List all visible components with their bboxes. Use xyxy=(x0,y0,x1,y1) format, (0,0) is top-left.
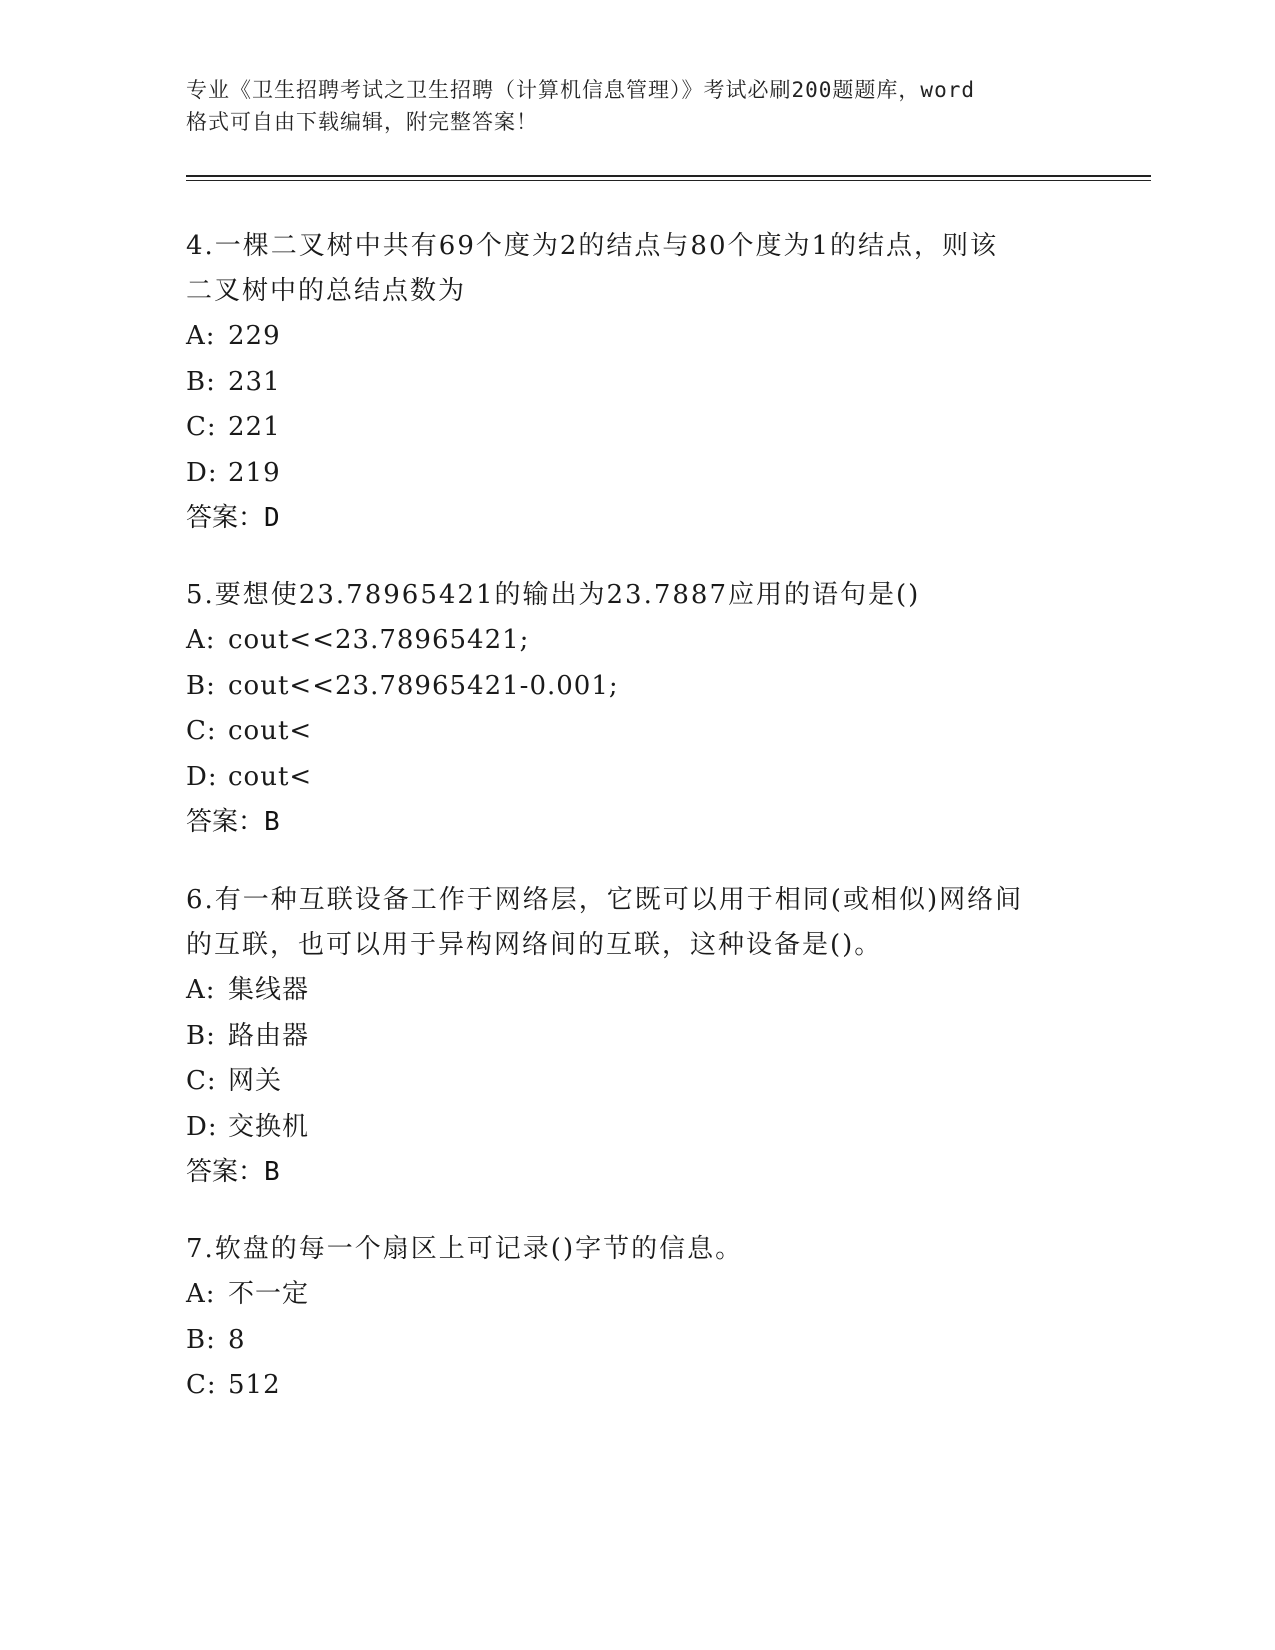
option-letter: A: xyxy=(186,321,216,351)
option-text: 集线器 xyxy=(228,975,310,1005)
question-6 xyxy=(186,878,1066,1196)
option-letter: D: xyxy=(186,1111,218,1142)
question-text xyxy=(186,878,1066,968)
option-text: 路由器 xyxy=(228,1020,310,1051)
document-header xyxy=(186,74,1086,138)
option-text: 229 xyxy=(228,321,281,351)
answer-label: 答案：D xyxy=(186,503,280,533)
option-text: cout< xyxy=(228,761,313,792)
option-letter: A: xyxy=(186,625,216,655)
option-d xyxy=(186,451,1066,497)
answer-label: 答案：B xyxy=(186,807,280,837)
option-letter: C: xyxy=(186,716,217,746)
option-b xyxy=(186,360,1066,406)
question-4 xyxy=(186,224,1066,542)
question-7 xyxy=(186,1227,1066,1409)
question-text xyxy=(186,224,1066,314)
option-letter: D: xyxy=(186,457,218,488)
option-c xyxy=(186,709,1066,755)
option-letter: A: xyxy=(186,1279,216,1309)
option-text: cout<<23.78965421; xyxy=(228,625,530,655)
option-c xyxy=(186,405,1066,451)
header-line-1: 专业《卫生招聘考试之卫生招聘（计算机信息管理）》考试必刷200题题库，word xyxy=(186,78,975,102)
question-text-line: 5.要想使23.78965421的输出为23.7887应用的语句是() xyxy=(186,580,921,610)
option-letter: B: xyxy=(186,1020,216,1051)
header-divider-thin xyxy=(186,180,1151,181)
option-text: 231 xyxy=(228,366,281,397)
option-d xyxy=(186,1105,1066,1151)
question-5 xyxy=(186,573,1066,846)
option-letter: C: xyxy=(186,412,217,442)
option-letter: D: xyxy=(186,761,218,792)
header-divider-thick xyxy=(186,175,1151,177)
option-text: 网关 xyxy=(228,1066,283,1096)
option-c xyxy=(186,1059,1066,1105)
option-letter: C: xyxy=(186,1370,217,1400)
answer-label: 答案：B xyxy=(186,1157,280,1187)
option-b xyxy=(186,1014,1066,1060)
question-text-line: 7.软盘的每一个扇区上可记录()字节的信息。 xyxy=(186,1234,744,1264)
question-text xyxy=(186,1227,1066,1272)
option-letter: C: xyxy=(186,1066,217,1096)
option-text: 不一定 xyxy=(228,1279,310,1309)
option-letter: B: xyxy=(186,1324,216,1355)
option-text: 221 xyxy=(228,412,281,442)
option-c xyxy=(186,1363,1066,1409)
option-a xyxy=(186,314,1066,360)
option-text: 交换机 xyxy=(228,1111,310,1142)
option-text: cout< xyxy=(228,716,313,746)
option-a xyxy=(186,618,1066,664)
option-text: 512 xyxy=(228,1370,281,1400)
option-b xyxy=(186,1318,1066,1364)
option-a xyxy=(186,968,1066,1014)
option-text: cout<<23.78965421-0.001; xyxy=(228,670,619,701)
question-text-line: 4.一棵二叉树中共有69个度为2的结点与80个度为1的结点，则该 xyxy=(186,231,999,261)
question-text-line: 的互联，也可以用于异构网络间的互联，这种设备是()。 xyxy=(186,930,883,960)
option-letter: B: xyxy=(186,670,216,701)
question-text-line: 二叉树中的总结点数为 xyxy=(186,276,467,306)
option-text: 8 xyxy=(228,1324,246,1355)
option-a xyxy=(186,1272,1066,1318)
question-text-line: 6.有一种互联设备工作于网络层，它既可以用于相同(或相似)网络间 xyxy=(186,885,1024,915)
option-text: 219 xyxy=(228,457,281,488)
option-letter: B: xyxy=(186,366,216,397)
option-d xyxy=(186,755,1066,801)
header-line-2: 格式可自由下载编辑，附完整答案！ xyxy=(186,110,538,134)
question-text xyxy=(186,573,1066,618)
option-b xyxy=(186,664,1066,710)
option-letter: A: xyxy=(186,975,216,1005)
